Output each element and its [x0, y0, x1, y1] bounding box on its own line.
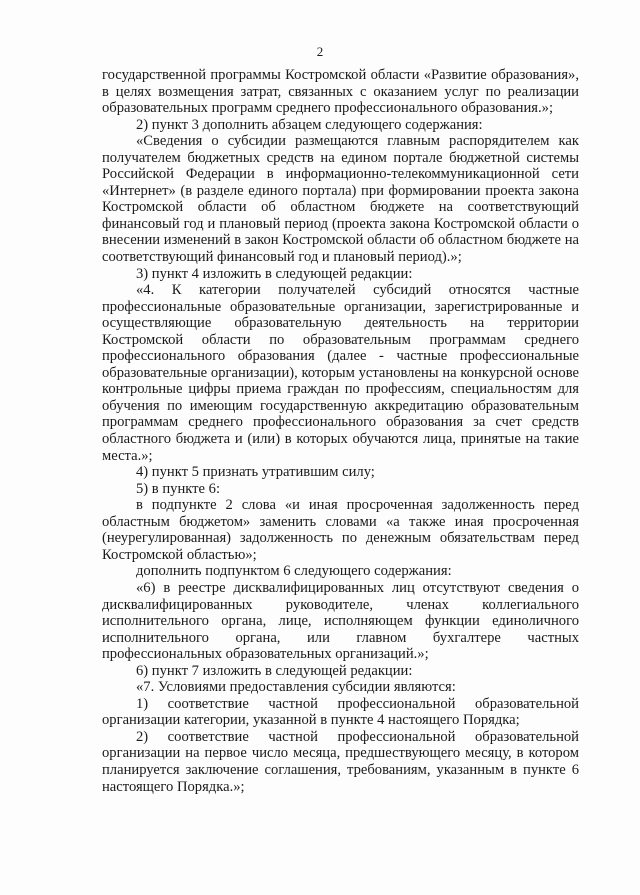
paragraph: 3) пункт 4 изложить в следующей редакции: — [136, 265, 413, 282]
paragraph: дополнить подпунктом 6 следующего содержания: — [136, 563, 452, 580]
paragraph: «4. К категории получателей субсидий относятся частные профессиональные образовательные организации, зарегистрированные и осуществляющие образовательную деятельность на территории Костромской области по образовательным программам среднего профессионального образования (далее - частные профессиональные образовательные организации), которым установлены на конкурсной основе контрольные цифры приема граждан по профессиям, специальностям для обучения по имеющим государственную аккредитацию образовательным программам среднего профессионального образования за счет средств областного бюджета и (или) в которых обучаются лица, принятые на такие места.»; — [102, 282, 579, 464]
paragraph: 6) пункт 7 изложить в следующей редакции: — [136, 662, 413, 679]
paragraph: в подпункте 2 слова «и иная просроченная задолженность перед областным бюджетом» заменить словами «а также иная просроченная (неурегулированная) задолженность по денежным обязательствам перед Костромской областью»; — [102, 497, 579, 563]
paragraph: «6) в реестре дисквалифицированных лиц отсутствуют сведения о дисквалифицированных руководителе, членах коллегиального исполнительного органа, лице, исполняющем функции единоличного исполнительного органа, или главном бухгалтере частных профессиональных образовательных организаций.»; — [102, 579, 579, 663]
paragraph: «7. Условиями предоставления субсидии являются: — [136, 679, 456, 696]
page-number: 2 — [316, 44, 324, 59]
paragraph: 2) соответствие частной профессиональной образовательной организации на первое число месяца, предшествующего месяцу, в котором планируется заключение соглашения, требованиям, указанным в пункте 6 настоящего Порядка.»; — [102, 728, 579, 795]
paragraph: 5) в пункте 6: — [136, 480, 221, 497]
paragraph: государственной программы Костромской области «Развитие образования», в целях возмещения затрат, связанных с оказанием услуг по реализации образовательных программ среднего профессионального образования.»; — [102, 67, 579, 117]
document-body — [102, 67, 579, 795]
paragraph: 4) пункт 5 признать утратившим силу; — [136, 464, 375, 481]
paragraph: 1) соответствие частной профессиональной образовательной организации категории, указанной в пункте 4 настоящего Порядка; — [102, 695, 579, 729]
paragraph: 2) пункт 3 дополнить абзацем следующего содержания: — [136, 116, 483, 133]
paragraph: «Сведения о субсидии размещаются главным распорядителем как получателем бюджетных средств на едином портале бюджетной системы Российской Федерации в информационно-телекоммуникационной сети «Интернет» (в разделе единого портала) при формировании проекта закона Костромской области об областном бюджете на соответствующий финансовый год и плановый период (проекта закона Костромской области о внесении изменений в закон Костромской области об областном бюджете на соответствующий финансовый год и плановый период).»; — [102, 133, 579, 266]
